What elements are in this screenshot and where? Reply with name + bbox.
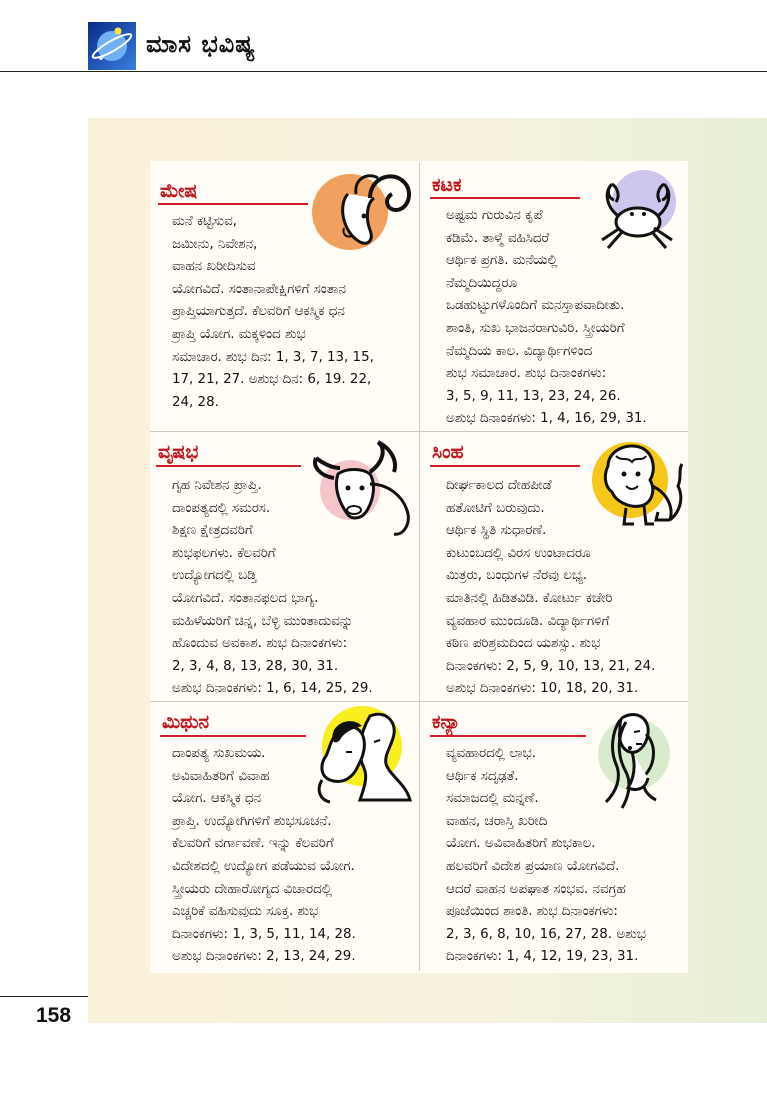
text-line: ಅಷ್ಟಮ ಗುರುವಿನ ಕೃಪೆ — [446, 208, 543, 223]
text-line: ಹತೋಟಿಗೆ ಬರುವುದು. — [446, 500, 545, 516]
text-line: ಕೆಲವರಿಗೆ ವರ್ಗಾವಣೆ. ಇನ್ನು ಕೆಲವರಿಗೆ — [172, 836, 334, 852]
text-line: ದಾಂಪತ್ಯ ಸುಖಮಯ. — [172, 746, 266, 761]
text-line: ಅಶುಭ ದಿನಾಂಕಗಳು: 1, 4, 16, 29, 31. — [446, 411, 647, 427]
text-line: 17, 21, 27. ಅಶುಭ ದಿನ: 6, 19. 22, — [172, 372, 372, 388]
text-line: 24, 28. — [172, 394, 219, 410]
page-number: 158 — [36, 1004, 72, 1027]
text-line: 3, 5, 9, 11, 13, 23, 24, 26. — [446, 388, 621, 404]
sign-title: ಮೇಷ — [160, 180, 198, 202]
text-line: ವಿದೇಶದಲ್ಲಿ ಉದ್ಯೋಗ ಪಡೆಯುವ ಯೋಗ. — [172, 858, 355, 874]
text-line: ಮಹಿಳೆಯರಿಗೆ ಚಿನ್ನ, ಬೆಳ್ಳಿ ಮುಂತಾದುವನ್ನು — [172, 613, 354, 629]
text-line: ಕಠಿಣ ಪರಿಶ್ರಮದಿಂದ ಯಶಸ್ಸು. ಶುಭ — [446, 636, 601, 652]
text-line: ದೀರ್ಘಕಾಲದ ದೇಹಪೀಡೆ — [446, 478, 552, 493]
row-divider — [150, 701, 688, 702]
text-line: ಕುಟುಂಬದಲ್ಲಿ ವಿರಸ ಉಂಟಾದರೂ — [446, 545, 591, 561]
text-line: ಯೋಗ. ಅವಿವಾಹಿತರಿಗೆ ಶುಭಕಾಲ. — [446, 836, 596, 852]
row-divider — [150, 431, 688, 432]
text-line: ಎಚ್ಚರಿಕೆ ವಹಿಸುವುದು ಸೂಕ್ತ. ಶುಭ — [172, 904, 319, 920]
text-line: ಶಿಕ್ಷಣ ಕ್ಷೇತ್ರದವರಿಗೆ — [172, 523, 253, 539]
text-line: ಸಮಾಜದಲ್ಲಿ ಮನ್ನಣೆ. — [446, 791, 539, 807]
heading-rule — [430, 465, 580, 467]
text-line: 2, 3, 4, 8, 13, 28, 30, 31. — [172, 658, 339, 674]
text-line: ಅವಿವಾಹಿತರಿಗೆ ವಿವಾಹ — [172, 768, 270, 784]
text-line: ಹಲವರಿಗೆ ವಿದೇಶ ಪ್ರಯಾಣ ಯೋಗವಿದೆ. — [446, 858, 620, 874]
heading-rule — [430, 197, 580, 199]
text-line: ಉದ್ಯೋಗದಲ್ಲಿ ಬಡ್ತಿ — [172, 568, 257, 584]
text-line: ಯೋಗ. ಆಕಸ್ಮಿಕ ಧನ — [172, 791, 262, 807]
page-title: ಮಾಸ ಭವಿಷ್ಯ — [146, 30, 256, 58]
text-line: ಸ್ತ್ರೀಯರು ದೇಹಾರೋಗ್ಯದ ವಿಚಾರದಲ್ಲಿ — [172, 881, 332, 897]
sign-text — [446, 475, 655, 701]
text-line: ಯೋಗವಿದೆ. ಸಂತಾನಾಪೇಕ್ಷಿಗಳಿಗೆ ಸಂತಾನ — [172, 281, 346, 297]
text-line: ಪ್ರಾಪ್ತಿಯಾಗುತ್ತದೆ. ಕೆಲವರಿಗೆ ಆಕಸ್ಮಿಕ ಧನ — [172, 304, 345, 320]
sign-title: ಕಟಕ — [432, 174, 462, 196]
text-line: ಒಡಹುಟ್ಟುಗಳೊಂದಿಗೆ ಮನಸ್ತಾಪವಾದೀತು. — [446, 298, 625, 314]
sign-text — [446, 205, 647, 431]
text-line: ವಾಹನ, ಚರಾಸ್ತಿ ಖರೀದಿ — [446, 813, 548, 829]
sign-text — [172, 475, 373, 701]
sign-title: ಸಿಂಹ — [432, 441, 464, 463]
text-line: ಆರ್ಥಿಕ ಸದೃಢತೆ. — [446, 768, 519, 784]
text-line: ಮಿತ್ರರು, ಬಂಧುಗಳ ನೆರವು ಲಭ್ಯ. — [446, 568, 588, 584]
text-line: ಶಾಂತಿ, ಸುಖ ಭಾಜನರಾಗುವಿರಿ. ಸ್ತ್ರೀಯರಿಗೆ — [446, 320, 625, 336]
header-divider — [0, 71, 767, 72]
text-line: ಅಶುಭ ದಿನಾಂಕಗಳು: 2, 13, 24, 29. — [172, 949, 356, 965]
text-line: ಪ್ರಾಪ್ತಿ ಯೋಗ. ಮಕ್ಕಳಿಂದ ಶುಭ — [172, 326, 306, 342]
sign-text — [172, 743, 356, 969]
text-line: ದಿನಾಂಕಗಳು: 1, 3, 5, 11, 14, 28. — [172, 926, 356, 942]
text-line: ದಿನಾಂಕಗಳು: 1, 4, 12, 19, 23, 31. — [446, 949, 639, 965]
text-line: ಮನೆ ಕಟ್ಟಿಸುವ, — [172, 214, 237, 229]
text-line: ಗೃಹ ನಿವೇಶನ ಪ್ರಾಪ್ತಿ. — [172, 478, 262, 493]
column-divider — [419, 163, 420, 971]
heading-rule — [158, 203, 308, 205]
text-line: ಆದರೆ ವಾಹನ ಅಪಘಾತ ಸಂಭವ. ನವಗ್ರಹ — [446, 881, 626, 897]
text-line: ವ್ಯವಹಾರದಲ್ಲಿ ಲಾಭ. — [446, 746, 536, 761]
sign-title: ಕನ್ಯಾ — [432, 711, 461, 733]
text-line: ಅಶುಭ ದಿನಾಂಕಗಳು: 1, 6, 14, 25, 29. — [172, 681, 373, 697]
text-line: ನೆಮ್ಮದಿಯ ಕಾಲ. ವಿದ್ಯಾರ್ಥಿಗಳಿಂದ — [446, 343, 593, 359]
text-line: ಕಡಿಮೆ. ತಾಳ್ಮೆ ವಹಿಸಿದರೆ — [446, 230, 550, 246]
text-line: ದಿನಾಂಕಗಳು: 2, 5, 9, 10, 13, 21, 24. — [446, 658, 656, 674]
text-line: ಪೂಜೆಯಿಂದ ಶಾಂತಿ. ಶುಭ ದಿನಾಂಕಗಳು: — [446, 904, 618, 920]
heading-rule — [430, 735, 586, 737]
sign-title: ವೃಷಭ — [158, 441, 199, 463]
heading-rule — [156, 465, 301, 467]
text-line: ಯೋಗವಿದೆ. ಸಂತಾನಫಲದ ಭಾಗ್ಯ. — [172, 590, 319, 606]
sign-title: ಮಿಥುನ — [162, 711, 210, 733]
text-line: ವಾಹನ ಖರೀದಿಸುವ — [172, 259, 256, 275]
text-line: ಶುಭಫಲಗಳು. ಕೆಲವರಿಗೆ — [172, 545, 276, 561]
heading-rule — [160, 735, 306, 737]
text-line: ಹೊಂದುವ ಅವಕಾಶ. ಶುಭ ದಿನಾಂಕಗಳು: — [172, 636, 348, 652]
text-line: ನೆಮ್ಮದಿಯಿದ್ದರೂ — [446, 275, 518, 291]
sign-text — [446, 743, 646, 969]
text-line: 2, 3, 6, 8, 10, 16, 27, 28. ಅಶುಭ — [446, 926, 646, 942]
text-line: ಆರ್ಥಿಕ ಸ್ಥಿತಿ ಸುಧಾರಣೆ. — [446, 523, 547, 539]
text-line: ಸಮಾಚಾರ. ಶುಭ ದಿನ: 1, 3, 7, 13, 15, — [172, 349, 374, 365]
sign-text — [172, 211, 374, 414]
text-line: ಮಾತಿನಲ್ಲಿ ಹಿಡಿತವಿಡಿ. ಕೋರ್ಟು ಕಚೇರಿ — [446, 590, 613, 606]
text-line: ಅಶುಭ ದಿನಾಂಕಗಳು: 10, 18, 20, 31. — [446, 681, 639, 697]
logo-icon — [88, 22, 136, 70]
text-line: ಪ್ರಾಪ್ತಿ. ಉದ್ಯೋಗಿಗಳಿಗೆ ಶುಭಸೂಚನೆ. — [172, 813, 332, 829]
footer-divider — [0, 996, 88, 997]
text-line: ಶುಭ ಸಮಾಚಾರ. ಶುಭ ದಿನಾಂಕಗಳು: — [446, 366, 607, 382]
text-line: ದಾಂಪತ್ಯದಲ್ಲಿ ಸಮರಸ. — [172, 500, 271, 516]
text-line: ಆರ್ಥಿಕ ಪ್ರಗತಿ. ಮನೆಯಲ್ಲಿ — [446, 253, 558, 269]
text-line: ವ್ಯವಹಾರ ಮುಂದೂಡಿ. ವಿದ್ಯಾರ್ಥಿಗಳಿಗೆ — [446, 613, 610, 629]
text-line: ಜಮೀನು, ನಿವೇಶನ, — [172, 236, 258, 252]
